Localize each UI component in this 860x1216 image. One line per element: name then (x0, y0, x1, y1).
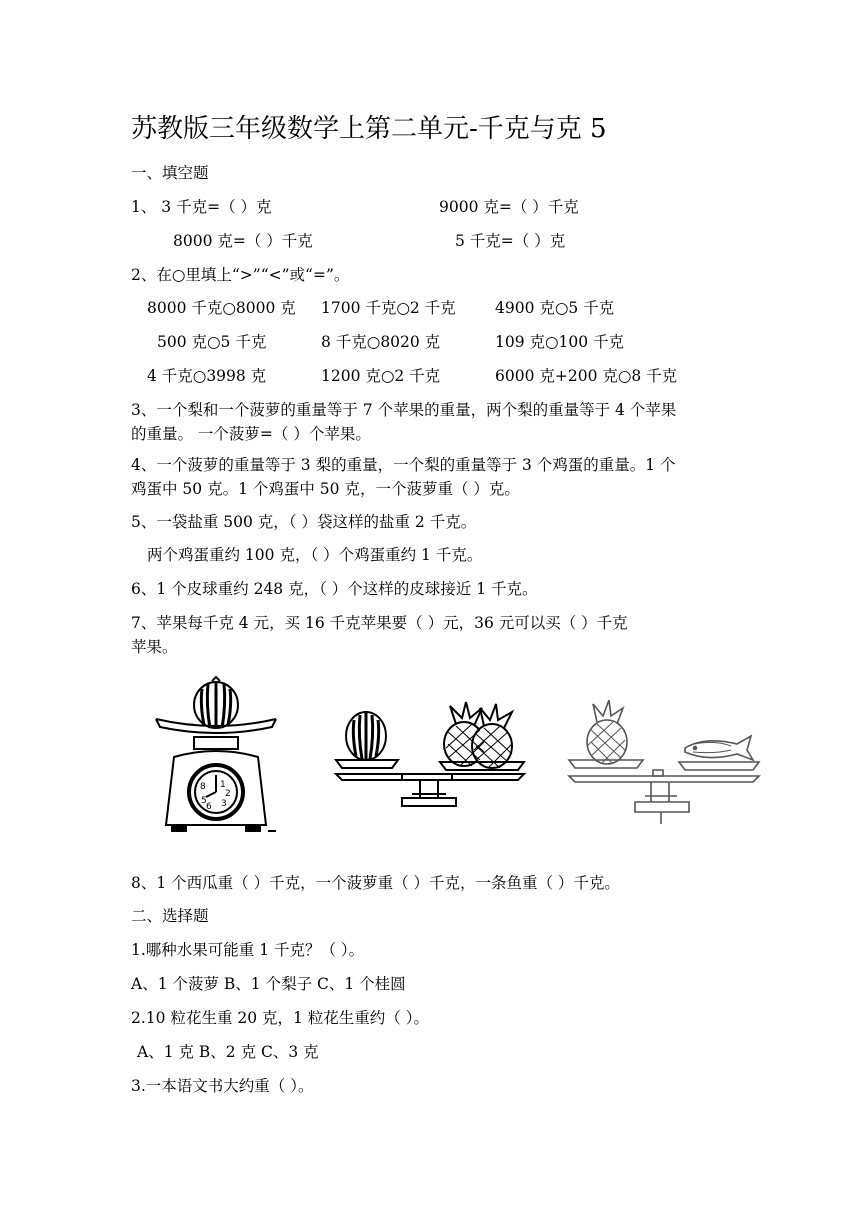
q1-part-d: 5 千克=（ ）克 (455, 232, 566, 250)
q2-item: 4 千克○3998 克 (147, 367, 267, 385)
dial-number: 1 (220, 780, 226, 790)
q1-part-a: 1、 3 千克=（ ）克 (131, 198, 272, 216)
choice-q3: 3.一本语文书大约重（ ）。 (131, 1077, 314, 1095)
q2-item: 4900 克○5 千克 (495, 299, 615, 317)
dial-number: 6 (206, 802, 212, 812)
q5-line-2: 两个鸡蛋重约 100 克，（ ）个鸡蛋重约 1 千克。 (147, 546, 483, 564)
q5-line-1: 5、一袋盐重 500 克，（ ）袋这样的盐重 2 千克。 (131, 513, 477, 531)
page-title: 苏教版三年级数学上第二单元-千克与克 5 (131, 114, 607, 144)
balance-pineapple-fish-illustration (565, 700, 765, 828)
dial-number: 5 (201, 796, 207, 806)
section-heading-fill-in: 一、填空题 (131, 164, 209, 182)
q1-part-b: 9000 克=（ ）千克 (439, 198, 579, 216)
q2-intro: 2、在○里填上“>”“<”或“=”。 (131, 266, 350, 284)
dial-number: 3 (221, 799, 227, 809)
q3-line-2: 的重量。 一个菠萝=（ ）个苹果。 (131, 425, 371, 443)
choice-q2: 2.10 粒花生重 20 克，1 粒花生重约（ ）。 (131, 1009, 429, 1027)
dial-number: 2 (225, 789, 231, 799)
q6: 6、1 个皮球重约 248 克，（ ）个这样的皮球接近 1 千克。 (131, 580, 538, 598)
q1-part-c: 8000 克=（ ）千克 (173, 232, 313, 250)
q2-item: 6000 克+200 克○8 千克 (495, 367, 678, 385)
kitchen-scale-watermelon-illustration (150, 675, 282, 837)
q2-item: 8 千克○8020 克 (321, 333, 441, 351)
q2-item: 500 克○5 千克 (157, 333, 267, 351)
q4-line-2: 鸡蛋中 50 克。1 个鸡蛋中 50 克，一个菠萝重（ ）克。 (131, 480, 520, 498)
dial-number: 8 (200, 782, 206, 792)
choice-q1-options: A、1 个菠萝 B、1 个梨子 C、1 个桂圆 (131, 975, 406, 993)
choice-q2-options: A、1 克 B、2 克 C、3 克 (137, 1043, 319, 1061)
q7-line-2: 苹果。 (131, 638, 178, 656)
q2-item: 109 克○100 千克 (495, 333, 625, 351)
q2-item: 1700 千克○2 千克 (321, 299, 456, 317)
section-heading-multiple-choice: 二、选择题 (131, 907, 209, 925)
balance-watermelon-pineapples-illustration (332, 700, 532, 822)
q3-line-1: 3、一个梨和一个菠萝的重量等于 7 个苹果的重量，两个梨的重量等于 4 个苹果 (131, 401, 677, 419)
q2-item: 1200 克○2 千克 (321, 367, 441, 385)
choice-q1: 1.哪种水果可能重 1 千克？（ ）。 (131, 941, 365, 959)
q7-line-1: 7、苹果每千克 4 元，买 16 千克苹果要（ ）元，36 元可以买（ ）千克 (131, 614, 628, 632)
q8: 8、1 个西瓜重（ ）千克，一个菠萝重（ ）千克，一条鱼重（ ）千克。 (131, 874, 620, 892)
q4-line-1: 4、一个菠萝的重量等于 3 梨的重量，一个梨的重量等于 3 个鸡蛋的重量。1 个 (131, 456, 676, 474)
q2-item: 8000 千克○8000 克 (147, 299, 296, 317)
